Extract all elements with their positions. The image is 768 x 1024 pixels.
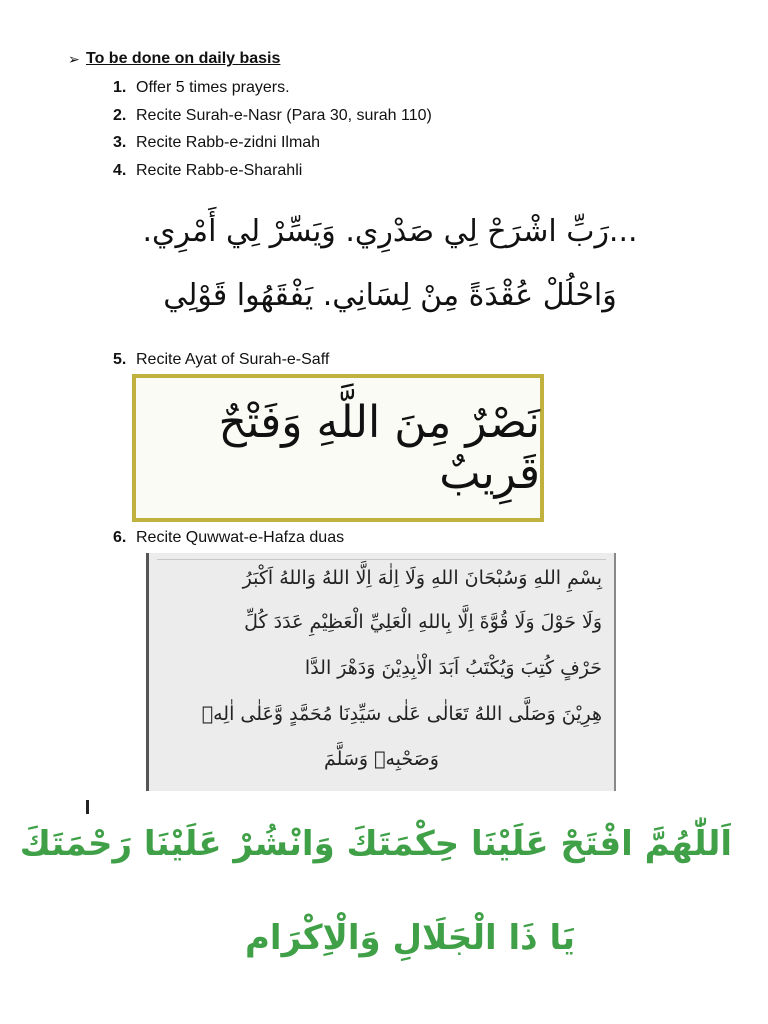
list-item: [113, 161, 302, 181]
item-number: 6.: [113, 529, 127, 546]
list-item: [113, 528, 344, 548]
rabb-sharahli-line-2: وَاحْلُلْ عُقْدَةً مِنْ لِسَانِي. يَفْقَهُوا قَوْلِي: [163, 278, 617, 313]
hafza-dua-line: حَرْفٍ كُتِبَ وَيُكْتَبُ اَبَدَ الْاٰبِدِيْنَ وَدَهْرَ الدَّا: [304, 657, 602, 679]
list-item: [113, 133, 320, 153]
hafza-dua-line: بِسْمِ اللهِ وَسُبْحَانَ اللهِ وَلَا اِلٰهَ اِلَّا اللهُ وَاللهُ اَكْبَرُ: [242, 567, 602, 589]
hafza-dua-line: وَلَا حَوْلَ وَلَا قُوَّةَ اِلَّا بِاللهِ الْعَلِيِّ الْعَظِيْمِ عَدَدَ كُلِّ: [244, 611, 602, 633]
item-text: Recite Rabb-e-zidni Ilmah: [136, 134, 321, 151]
item-text: Offer 5 times prayers.: [136, 79, 290, 96]
green-dua-line-2: يَا ذَا الْجَلَالِ وَالْاِكْرَام: [245, 918, 575, 958]
item-number: 4.: [113, 162, 127, 179]
heading-title: To be done on daily basis: [86, 50, 281, 67]
list-item: [113, 350, 329, 370]
item-text: Recite Surah-e-Nasr (Para 30, surah 110): [136, 107, 432, 124]
item-number: 2.: [113, 107, 127, 124]
section-heading: [68, 50, 280, 68]
rabb-sharahli-line-1: ...رَبِّ اشْرَحْ لِي صَدْرِي. وَيَسِّرْ لِي أَمْرِي.: [142, 214, 638, 249]
saff-ayat-frame: [132, 374, 544, 522]
item-number: 5.: [113, 351, 127, 368]
ruled-line: [157, 559, 606, 560]
item-number: 1.: [113, 79, 127, 96]
hafza-dua-line: هِرِيْنَ وَصَلَّى اللهُ تَعَالٰى عَلٰى سَيِّدِنَا مُحَمَّدٍ وَّعَلٰى اٰلِهٖ: [201, 703, 602, 725]
hafza-dua-line: وَصَحْبِهٖ وَسَلَّمَ: [324, 748, 439, 770]
item-text: Recite Quwwat-e-Hafza duas: [136, 529, 345, 546]
saff-ayat-calligraphy: نَصْرٌ مِنَ اللَّهِ وَفَتْحٌ قَرِيبٌ: [218, 397, 540, 499]
list-item: [113, 106, 432, 126]
green-dua-line-1: اَللّٰهُمَّ افْتَحْ عَلَيْنَا حِكْمَتَكَ وَانْشُرْ عَلَيْنَا رَحْمَتَكَ: [19, 824, 732, 864]
list-item: [113, 78, 290, 98]
hafza-dua-scan: [146, 553, 616, 791]
item-text: Recite Ayat of Surah-e-Saff: [136, 351, 330, 368]
stray-mark: [86, 800, 89, 814]
item-text: Recite Rabb-e-Sharahli: [136, 162, 303, 179]
arrow-bullet-icon: ➢: [68, 50, 80, 67]
item-number: 3.: [113, 134, 127, 151]
